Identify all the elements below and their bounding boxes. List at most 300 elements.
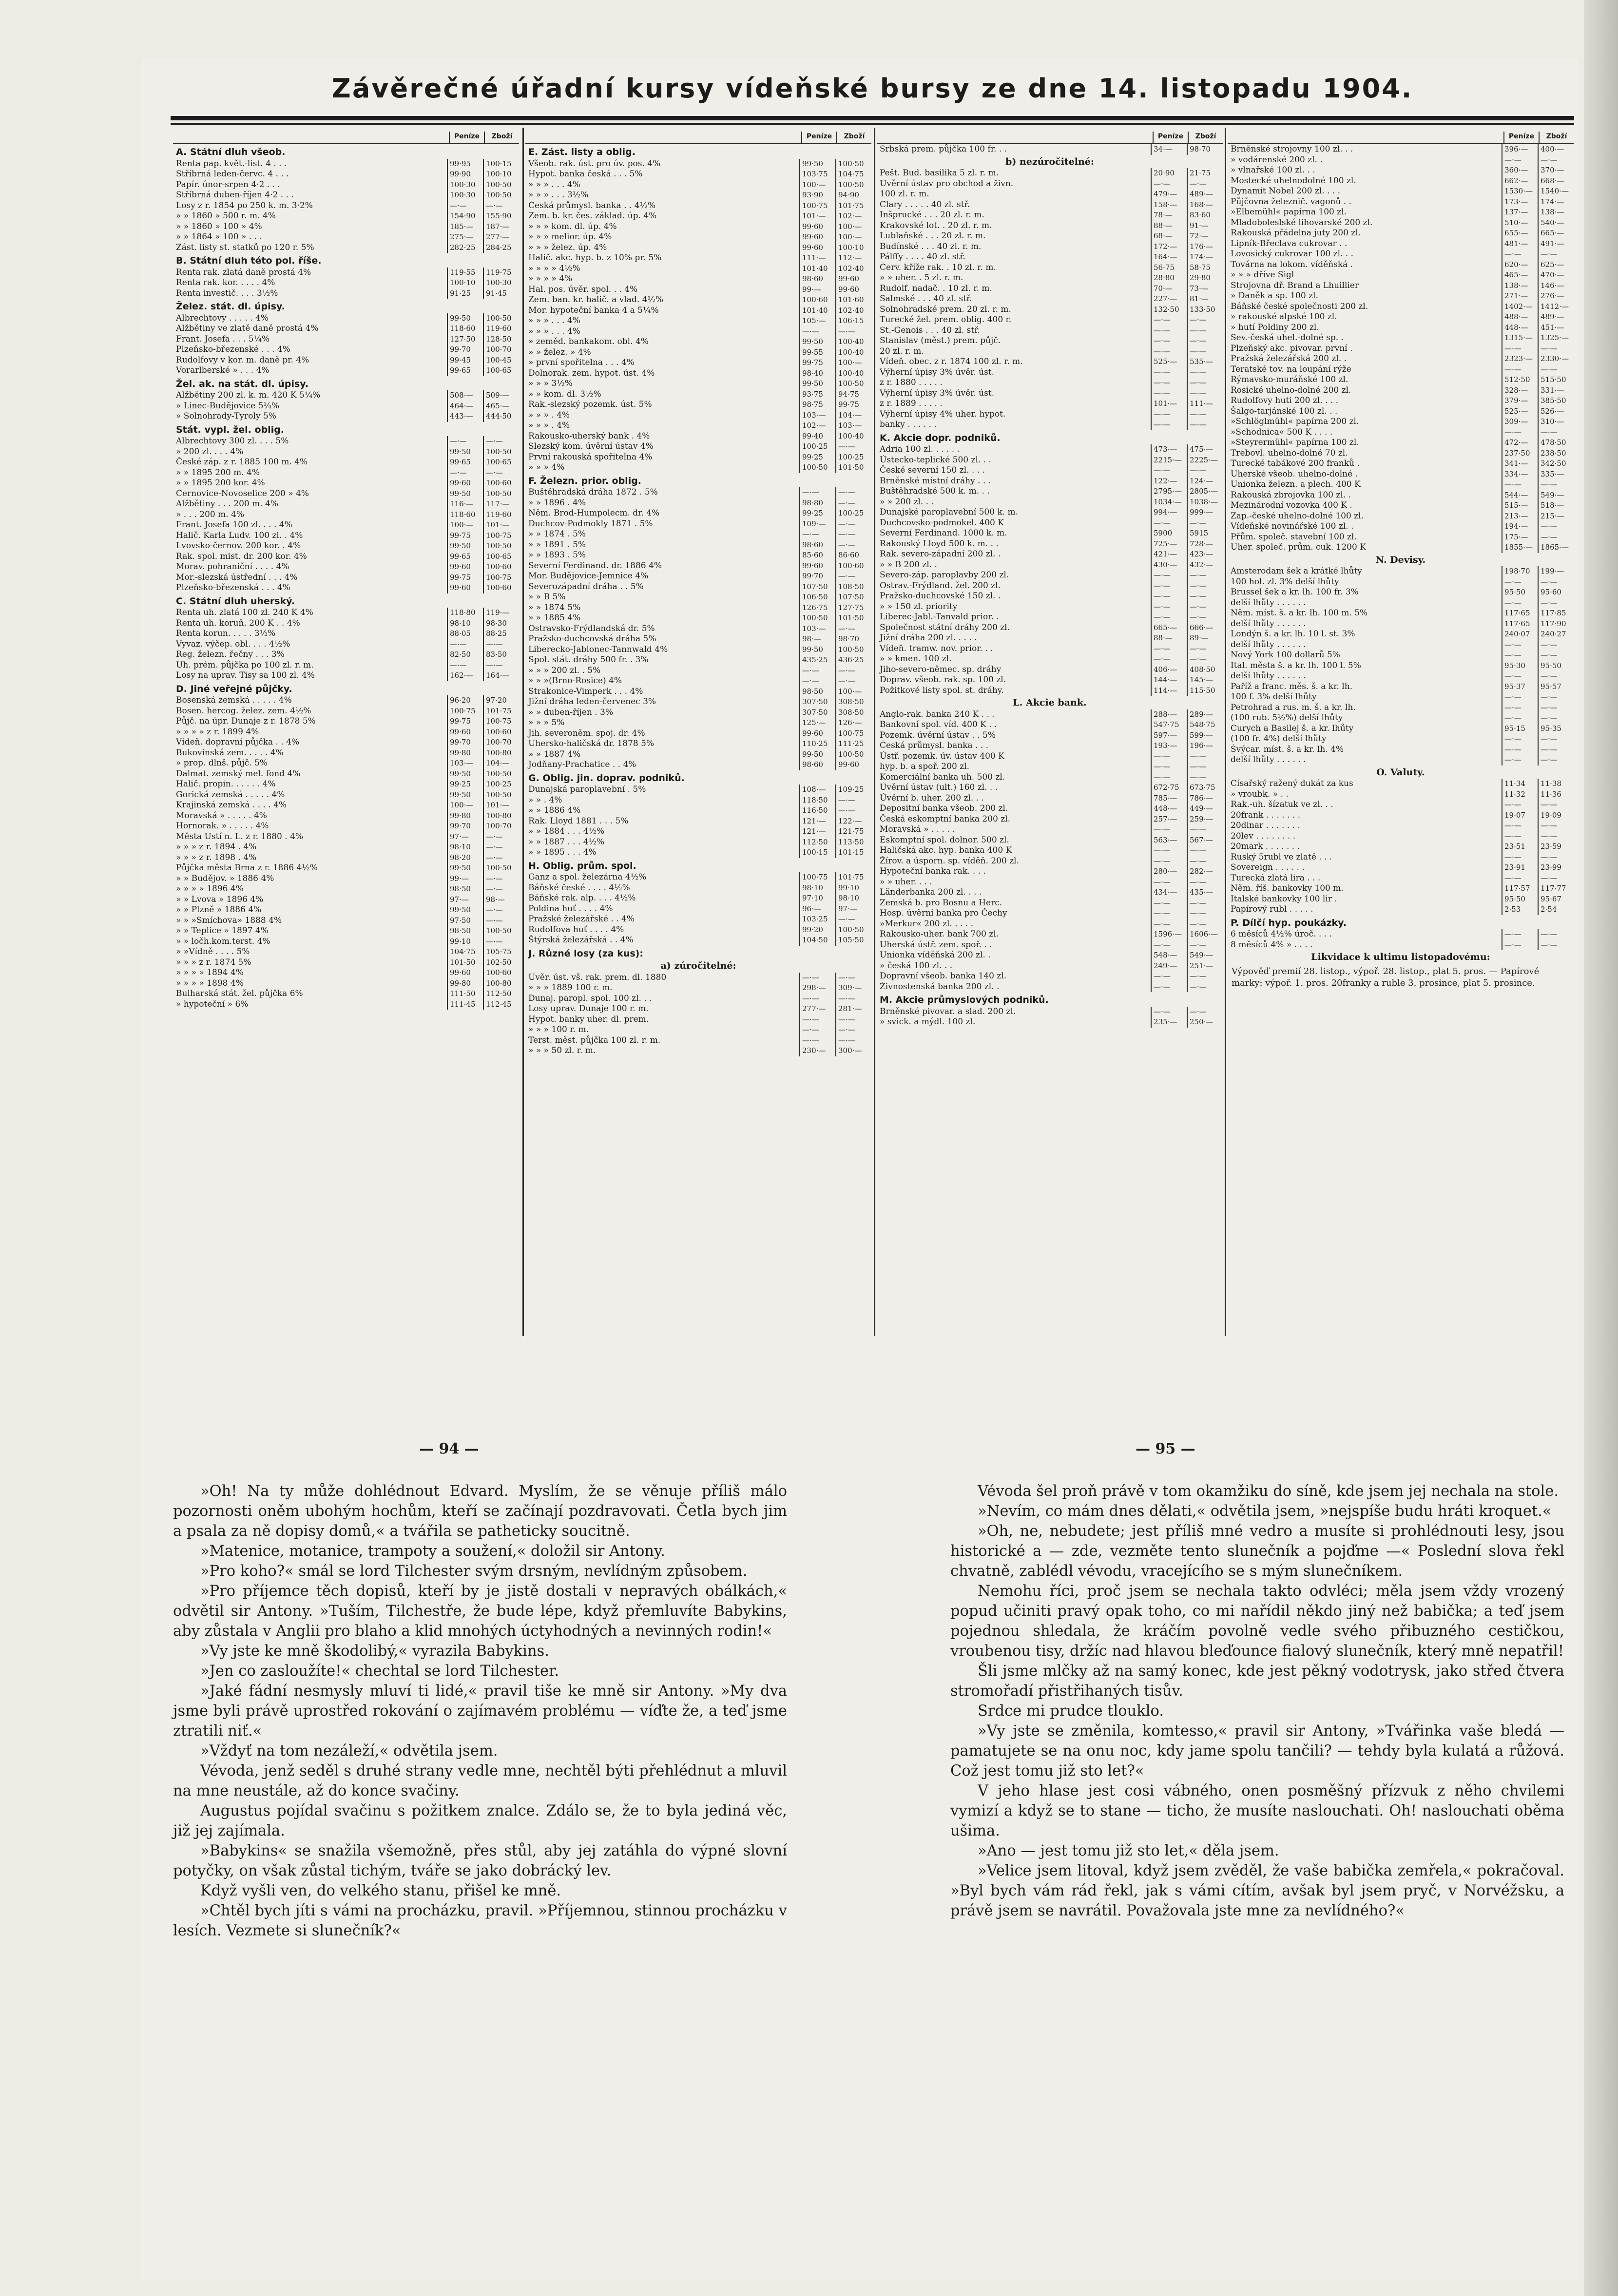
security-name: Báňské rak. alp. . . . 4½% <box>528 893 636 903</box>
security-name: Rýmavsko-muráňské 100 zl. <box>1231 375 1348 384</box>
security-name: Salmské . . . 40 zl. stř. <box>880 294 972 304</box>
goods-price: 113·50 <box>835 837 871 848</box>
money-price: 116·— <box>447 499 483 510</box>
paragraph: Nemohu říci, proč jsem se nechala takto odvléci; měla jsem vždy vrozený popud učiniti pravý opak toho, co mi nařídil někdo jiný než babička; a teď jsem pojednou shledala, že kráčím povolně vedle svého přibuzného cestičkou, vroubenou tisy, držíc nad hlavou bleďounce fialový slunečník, který mně nepatřil! <box>950 1583 1564 1660</box>
money-price: 88·05 <box>447 629 483 639</box>
goods-price: —·— <box>1538 703 1574 713</box>
goods-price: 104·75 <box>835 169 871 180</box>
money-price: 99·— <box>447 874 483 884</box>
money-price: 103·— <box>799 624 835 634</box>
goods-price: 29·80 <box>1187 273 1223 284</box>
quote-row <box>1228 734 1574 745</box>
money-price: 430·— <box>1151 560 1187 571</box>
section-heading: J. Různé losy (za kus): <box>528 948 643 959</box>
security-name: » » » » 4½% <box>528 263 580 273</box>
paragraph: »Ano — jest tomu již sto let,« děla jsem. <box>978 1842 1279 1859</box>
quote-row <box>877 845 1223 856</box>
money-price: 78·— <box>1151 210 1187 221</box>
goods-price: 102·40 <box>835 264 871 274</box>
quote-row <box>173 447 519 458</box>
money-price: 93·75 <box>799 389 835 400</box>
goods-price: —·— <box>1187 1007 1223 1017</box>
quote-row <box>173 520 519 531</box>
goods-price: 549·— <box>1187 950 1223 961</box>
quote-row <box>173 660 519 671</box>
quote-row <box>1228 364 1574 375</box>
paragraph: »Jaké fádní nesmysly mluví ti lidé,« pravil tiše ke mně sir Antony. »My dva jsme byli právě uprostřed rokování o zajímavém problému — víďte že, a teď jsme ztratili niť.« <box>173 1683 787 1740</box>
security-name: (100 fr. 4%) delší lhůty <box>1231 734 1327 744</box>
quote-row <box>173 608 519 618</box>
money-price: 99·60 <box>447 478 483 489</box>
goods-price: 11·38 <box>1538 779 1574 789</box>
quote-row <box>877 231 1223 242</box>
security-name: Pražská železářská 200 zl. . <box>1231 354 1347 364</box>
quote-row <box>525 550 871 561</box>
quote-row <box>877 549 1223 560</box>
quote-row <box>877 783 1223 793</box>
quote-row <box>173 478 519 489</box>
goods-price: 21·75 <box>1187 168 1223 179</box>
quote-row <box>877 455 1223 466</box>
money-price: 341·— <box>1502 459 1538 469</box>
security-name: » česká 100 zl. . . <box>880 960 953 971</box>
quote-row <box>1228 810 1574 821</box>
security-name: » » ločh.kom.terst. 4% <box>176 936 270 946</box>
quote-row <box>1228 521 1574 532</box>
security-name: 20dinar . . . . . . . <box>1231 821 1300 830</box>
quote-row <box>1228 197 1574 208</box>
security-name: Albrechtovy . . . . . 4% <box>176 313 269 323</box>
security-name: 20 zl. r. m. <box>880 346 924 356</box>
quote-row <box>525 243 871 253</box>
quote-row <box>525 274 871 285</box>
goods-price: 1865·— <box>1538 542 1574 553</box>
money-price: 100·50 <box>799 462 835 473</box>
section-heading: a) zúročitelné: <box>660 960 736 971</box>
quote-row <box>525 805 871 816</box>
goods-price: 101·75 <box>835 872 871 883</box>
quote-row <box>1228 155 1574 166</box>
money-price: 101·50 <box>447 957 483 968</box>
security-name: Mostecké uhelnodolné 100 zl. <box>1231 175 1356 186</box>
security-name: Reg. železn. řečny . . . 3% <box>176 650 285 659</box>
section-heading: C. Státní dluh uherský. <box>176 595 295 607</box>
money-price: 99·25 <box>799 508 835 519</box>
goods-price: 335·— <box>1538 469 1574 480</box>
quote-row <box>877 388 1223 399</box>
quote-row <box>877 591 1223 602</box>
money-price: 95·37 <box>1502 682 1538 692</box>
security-name: Krakovské lot. . 20 zl. r. m. <box>880 220 992 230</box>
money-price: —·— <box>1151 940 1187 951</box>
quote-row <box>877 507 1223 518</box>
quote-row <box>173 468 519 478</box>
page-number-left: — 94 — <box>419 1440 479 1457</box>
goods-price: —·— <box>835 914 871 925</box>
goods-price: —·— <box>835 540 871 551</box>
security-name: Vídeň. dopravní půjčka . . 4% <box>176 737 300 747</box>
goods-price: —·— <box>835 676 871 687</box>
money-price: 443·— <box>447 411 483 422</box>
quote-row <box>525 1004 871 1014</box>
money-price: 99·60 <box>799 243 835 253</box>
quote-row <box>173 779 519 790</box>
security-name: Losy na uprav. Tisy sa 100 zl. 4% <box>176 670 315 680</box>
money-price: 126·75 <box>799 603 835 613</box>
money-price: —·— <box>1151 602 1187 612</box>
security-name: St.-Genois . . . 40 zl. stř. <box>880 325 980 335</box>
goods-price: —·— <box>1538 873 1574 884</box>
goods-price: 100·— <box>835 222 871 232</box>
goods-price: —·— <box>1187 772 1223 783</box>
quote-row <box>1228 629 1574 640</box>
security-name: Petrohrad a rus. m. š. a kr. lh. <box>1231 702 1356 712</box>
security-name: Mezinárodní vozovka 400 K . <box>1231 500 1352 510</box>
quote-row <box>173 169 519 180</box>
security-name: Amsterodam šek a krátké lhůty <box>1231 566 1362 576</box>
security-name: Továrna na lokom. víděňská . <box>1231 259 1353 269</box>
security-name: » prop. dlnš. půjč. 5% <box>176 758 268 768</box>
goods-price: 145·— <box>1187 675 1223 686</box>
quote-row <box>525 326 871 337</box>
security-name: » » 1874 5% <box>528 602 581 612</box>
quote-row <box>525 347 871 358</box>
goods-price: 489·— <box>1538 312 1574 323</box>
security-name: Úvěrní ústav pro obchod a živn. <box>880 178 1014 189</box>
goods-price: 1325·— <box>1538 333 1574 344</box>
quote-row <box>877 908 1223 919</box>
security-name: Budínské . . . 40 zl. r. m. <box>880 241 982 251</box>
security-name: Dunajské paroplavební 500 k. m. <box>880 507 1019 517</box>
goods-price: 100·50 <box>483 863 519 874</box>
goods-price: 99·75 <box>835 400 871 410</box>
security-name: Rudolf. nadač. . 10 zl. r. m. <box>880 283 992 293</box>
security-name: Renta investič. . . . 3½% <box>176 288 278 298</box>
goods-price: 101·— <box>483 800 519 811</box>
quote-row <box>1228 755 1574 765</box>
security-name: Länderbanka 200 zl. . . . <box>880 887 982 897</box>
money-price: 34·— <box>1151 144 1187 155</box>
quote-row <box>173 562 519 573</box>
goods-price: 128·50 <box>483 334 519 345</box>
money-price: 98·— <box>799 634 835 645</box>
money-price: —·— <box>447 201 483 211</box>
money-price: —·— <box>1502 831 1538 842</box>
paragraph: »Babykins« se snažila všemožně, přes stůl, aby jej zatáhla do výpné slovní potyčky, on však zůstal tichým, tváře se jako dobrácký lev. <box>173 1842 787 1879</box>
quote-row <box>1228 842 1574 852</box>
security-name: Pálffy . . . . 40 zl. stř. <box>880 252 966 262</box>
security-name: Uherská ústř. zem. spoř. . . <box>880 939 992 950</box>
quote-row <box>1228 207 1574 218</box>
quote-row <box>173 355 519 366</box>
quote-row <box>525 1046 871 1056</box>
money-price: 114·— <box>1151 686 1187 696</box>
money-price: 99·20 <box>799 925 835 936</box>
security-name: Adria 100 zl. . . . . . <box>880 444 960 454</box>
security-name: Česká eskomptní banka 200 zl. <box>880 814 1011 824</box>
quote-row <box>173 313 519 324</box>
quote-row <box>525 624 871 634</box>
money-price: 98·10 <box>447 618 483 629</box>
money-price: —·— <box>1502 852 1538 863</box>
goods-price: —·— <box>835 487 871 498</box>
goods-price: 174·— <box>1538 197 1574 208</box>
money-price: —·— <box>799 529 835 540</box>
security-name: Česká průmysl. banka . . 4½% <box>528 200 656 210</box>
quote-row <box>525 561 871 572</box>
security-name: Úvěrní ústav (ult.) 160 zl. . . <box>880 783 998 792</box>
quote-row <box>877 950 1223 961</box>
quote-row <box>173 769 519 780</box>
goods-price: 100·25 <box>483 779 519 790</box>
goods-price: 196·— <box>1187 741 1223 751</box>
goods-price: —·— <box>483 874 519 884</box>
goods-price: 100·40 <box>835 431 871 442</box>
goods-price: 187·— <box>483 222 519 232</box>
security-name: Poldina huť . . . . 4% <box>528 903 613 914</box>
money-price: 2·53 <box>1502 904 1538 915</box>
security-name: » » Lvova » 1896 4% <box>176 894 264 904</box>
security-name: » » 1885 4% <box>528 613 581 623</box>
money-price: 88·— <box>1151 633 1187 644</box>
money-price: 93·90 <box>799 190 835 201</box>
money-price: 127·50 <box>447 334 483 345</box>
quote-row <box>525 232 871 243</box>
goods-price: 101·75 <box>835 201 871 211</box>
quote-row <box>1228 800 1574 810</box>
money-price: 98·50 <box>799 687 835 697</box>
money-price: —·— <box>1502 734 1538 745</box>
section-heading: H. Oblig. prům. spol. <box>528 860 636 871</box>
goods-price: 100·65 <box>483 552 519 562</box>
money-price: 99·90 <box>447 169 483 180</box>
money-price: —·— <box>1502 249 1538 260</box>
quote-row <box>525 431 871 442</box>
security-name: » » » . 4% <box>528 410 570 420</box>
money-price: 249·— <box>1151 961 1187 972</box>
money-price: 213·— <box>1502 511 1538 522</box>
security-name: Výherní úpisy 3% úvěr. úst. <box>880 388 995 398</box>
money-price: 237·50 <box>1502 448 1538 459</box>
security-name: » » 1886 4% <box>528 805 581 815</box>
quote-row <box>525 697 871 708</box>
goods-price: 97·— <box>835 904 871 915</box>
goods-price: 276·— <box>1538 291 1574 302</box>
quote-row <box>173 650 519 660</box>
security-name: Brussel šek a kr. lh. 100 fr. 3% <box>1231 587 1359 597</box>
money-price: —·— <box>1151 315 1187 325</box>
security-name: Ruský 5rubl ve zlatě . . . <box>1231 852 1332 862</box>
security-name: 6 měsíců 4½% úroč. . . . <box>1231 929 1332 939</box>
security-name: » » » . . . 4% <box>528 326 580 336</box>
goods-price: —·— <box>1538 755 1574 765</box>
security-name: Zap.-české uhelno-dolné 100 zl. <box>1231 511 1364 521</box>
goods-price: 432·— <box>1187 560 1223 571</box>
goods-price: —·— <box>1538 713 1574 724</box>
money-price: —·— <box>1502 873 1538 884</box>
money-price: 508·— <box>447 390 483 401</box>
quote-row <box>525 872 871 883</box>
goods-price: 515·50 <box>1538 375 1574 385</box>
money-price: 100·60 <box>799 295 835 306</box>
goods-price: 111·25 <box>835 739 871 749</box>
security-name: Mor.-slezská ústřední . . . 4% <box>176 572 298 582</box>
quote-row <box>1228 852 1574 863</box>
security-name: » » » » z r. 1899 4% <box>176 727 259 737</box>
security-name: Sovereign . . . . . . <box>1231 862 1305 872</box>
goods-price: 100·75 <box>483 573 519 583</box>
security-name: Červ. kříže rak. . 10 zl. r. m. <box>880 262 996 272</box>
quote-row <box>877 325 1223 336</box>
money-price: 2323·— <box>1502 354 1538 364</box>
quote-row <box>525 306 871 316</box>
goods-price: 168·— <box>1187 200 1223 210</box>
security-name: Města Ústí n. L. z r. 1880 . 4% <box>176 831 304 842</box>
security-name: Pražsko-duchcovské 150 zl. . <box>880 591 1001 601</box>
quote-row <box>877 189 1223 200</box>
goods-price: 99·10 <box>835 883 871 894</box>
security-name: » » » 100 r. m. <box>528 1025 589 1034</box>
section-heading: b) nezúročitelné: <box>1005 156 1094 167</box>
money-price: 108·— <box>799 784 835 795</box>
money-price: —·— <box>1502 940 1538 951</box>
quote-row <box>1228 333 1574 344</box>
quote-row <box>525 462 871 473</box>
goods-price: 309·— <box>835 983 871 994</box>
quote-row <box>525 592 871 603</box>
goods-price: 104·— <box>835 410 871 421</box>
quote-row <box>173 573 519 583</box>
goods-price: —·— <box>1187 602 1223 612</box>
quote-row <box>525 316 871 326</box>
paragraph: Srdce mi prudce tlouklo. <box>978 1703 1164 1720</box>
goods-price: 385·50 <box>1538 396 1574 406</box>
money-price: —·— <box>799 326 835 337</box>
goods-price: —·— <box>1538 364 1574 375</box>
money-price: 91·25 <box>447 288 483 299</box>
quote-row <box>1228 779 1574 789</box>
goods-price: 100·50 <box>483 190 519 201</box>
quote-row <box>1228 354 1574 364</box>
security-name: Severní Ferdinand. dr. 1886 4% <box>528 560 662 571</box>
goods-price: 250·— <box>1187 1017 1223 1028</box>
money-price: 100·30 <box>447 180 483 191</box>
goods-price: 98·70 <box>835 634 871 645</box>
quote-row <box>1228 532 1574 543</box>
money-price: 406·— <box>1151 665 1187 675</box>
quote-row <box>1228 176 1574 187</box>
security-name: Duchcov-Podmokly 1871 . 5% <box>528 518 653 529</box>
goods-price: 100·60 <box>483 478 519 489</box>
goods-price: 100·50 <box>483 489 519 499</box>
security-name: Liberec-Jabl.-Tanvald prior. . <box>880 612 999 622</box>
goods-price: —·— <box>1538 671 1574 682</box>
money-price: 2795·— <box>1151 486 1187 497</box>
goods-price: —·— <box>483 660 519 671</box>
security-name: 100 f. 3% delší lhůty <box>1231 692 1317 702</box>
goods-price: —·— <box>1187 420 1223 430</box>
security-name: » » 1896 . 4% <box>528 497 586 508</box>
quote-row <box>1228 186 1574 197</box>
quote-row <box>877 730 1223 741</box>
money-price: 271·— <box>1502 291 1538 302</box>
money-price: 1034·— <box>1151 497 1187 508</box>
goods-price: 2805·— <box>1187 486 1223 497</box>
goods-price: 117·90 <box>1538 619 1574 630</box>
goods-price: 23·59 <box>1538 842 1574 852</box>
quote-row <box>173 629 519 639</box>
security-name: České záp. z r. 1885 100 m. 4% <box>176 457 308 467</box>
goods-price: 100·25 <box>835 508 871 519</box>
goods-price: 1606·— <box>1187 929 1223 940</box>
goods-price: 475·— <box>1187 444 1223 455</box>
money-price: 111·— <box>799 253 835 264</box>
paragraph: »Pro příjemce těch dopisů, kteří by je jistě dostali v nepravých obálkách,« odvětil sir Antony. »Tuším, Tilchestře, že bude lépe, když přemluvíte Babykins, aby zůstala v Anglii pro blaho a klid mnohých úctyhodných a nevinných rodin!« <box>173 1583 787 1640</box>
security-name: Rak.-uh. šízatuk ve zl. . . <box>1231 800 1333 809</box>
quote-row <box>1228 291 1574 302</box>
money-price: 99·45 <box>447 355 483 366</box>
security-name: Vídeň. tramw. nov. prior. . . <box>880 643 993 653</box>
security-name: Severo-záp. paroplavby 200 zl. <box>880 570 1009 580</box>
security-name: Mor. Budějovice-Jemnice 4% <box>528 571 649 581</box>
quote-row <box>1228 448 1574 459</box>
money-price: 99·40 <box>799 431 835 442</box>
quote-row <box>173 695 519 706</box>
money-price: 1596·— <box>1151 929 1187 940</box>
security-name: Depositní banka všeob. 200 zl. <box>880 804 1008 813</box>
money-price: 121·— <box>799 816 835 827</box>
goods-price: 199·— <box>1538 566 1574 577</box>
money-price: 98·50 <box>447 926 483 937</box>
goods-price: 111·— <box>1187 399 1223 409</box>
goods-price: 124·— <box>1187 476 1223 487</box>
money-price: 464·— <box>447 401 483 412</box>
security-name: Jih. severoněm. spoj. dr. 4% <box>528 728 645 738</box>
quote-row <box>173 243 519 253</box>
section-heading: Želez. stát. dl. úpisy. <box>176 301 285 312</box>
money-price: 100·— <box>447 800 483 811</box>
goods-price: —·— <box>1187 581 1223 592</box>
money-price: —·— <box>1502 344 1538 354</box>
goods-price: 100·— <box>835 687 871 697</box>
quote-row <box>877 179 1223 190</box>
money-price: 257·— <box>1151 814 1187 825</box>
quote-row <box>173 618 519 629</box>
quote-row <box>877 305 1223 315</box>
goods-price: 101·50 <box>835 613 871 624</box>
money-price: 479·— <box>1151 189 1187 200</box>
security-name: » » duben-říjen . 3% <box>528 707 614 717</box>
money-price: 118·60 <box>447 510 483 520</box>
quote-row <box>173 211 519 222</box>
goods-price: —·— <box>1538 831 1574 842</box>
quote-row <box>877 1007 1223 1017</box>
security-name: » 200 zl. . . . 4% <box>176 446 244 457</box>
money-price: 785·— <box>1151 793 1187 804</box>
money-price: 103·75 <box>799 169 835 180</box>
security-name: Lipník-Břeclava cukrovar . . <box>1231 238 1348 249</box>
quote-row <box>1228 500 1574 511</box>
goods-price: —·— <box>1187 346 1223 357</box>
money-price: —·— <box>1502 479 1538 490</box>
quote-row <box>173 365 519 376</box>
security-name: Zem. ban. kr. halič. a vlad. 4½% <box>528 295 664 305</box>
quote-row <box>173 278 519 288</box>
money-price: —·— <box>1151 388 1187 399</box>
security-name: Severní Ferdinand. 1000 k. m. <box>880 528 1007 538</box>
goods-price: —·— <box>1538 692 1574 703</box>
quote-row <box>1228 713 1574 724</box>
